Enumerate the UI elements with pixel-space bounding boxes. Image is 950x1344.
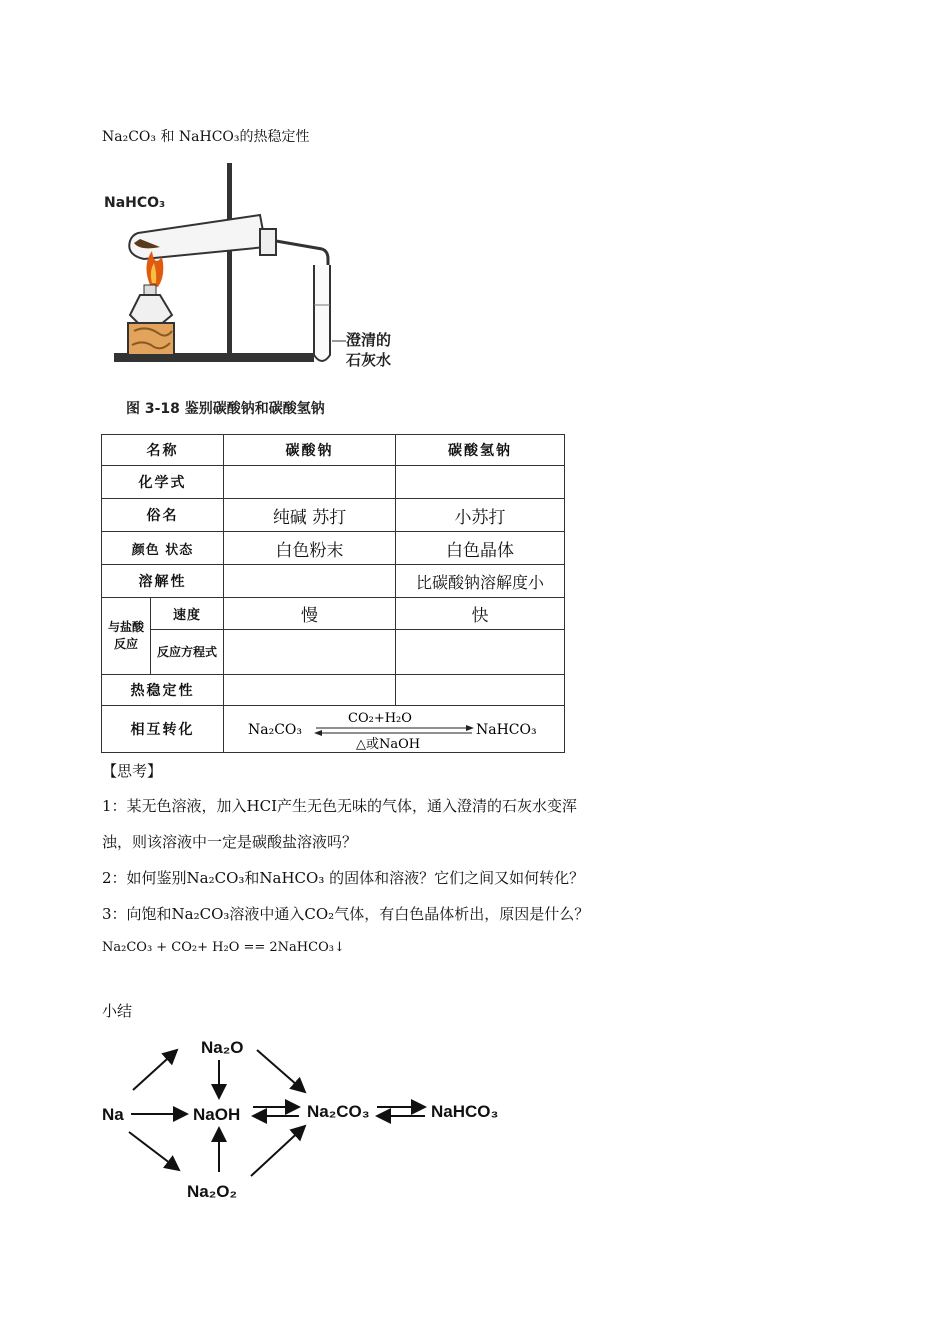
node-naoh: NaOH bbox=[193, 1105, 241, 1124]
limewater-label-2: 石灰水 bbox=[346, 351, 392, 369]
convert-left: Na₂CO₃ bbox=[248, 722, 303, 738]
convert-bottom: △或NaOH bbox=[356, 737, 421, 752]
summary-title: 小结 bbox=[102, 1002, 133, 1020]
cell-state-b: 白色晶体 bbox=[396, 532, 565, 565]
think-title: 【思考】 bbox=[102, 762, 163, 780]
cell-formula-b bbox=[396, 466, 565, 499]
section-heading: Na₂CO₃ 和 NaHCO₃的热稳定性 bbox=[102, 129, 310, 145]
summary-diagram bbox=[95, 1030, 525, 1210]
cell-common-a: 纯碱 苏打 bbox=[224, 499, 396, 532]
stand-rod bbox=[227, 163, 232, 355]
figure-caption: 图 3-18 鉴别碳酸钠和碳酸氢钠 bbox=[126, 401, 325, 417]
cell-thermal-b bbox=[396, 675, 565, 706]
cell-solubility-a bbox=[224, 565, 396, 598]
reagent-label: NaHCO₃ bbox=[104, 195, 166, 211]
equation-line: Na₂CO₃ + CO₂+ H₂O == 2NaHCO₃↓ bbox=[102, 940, 345, 955]
question-1a: 1：某无色溶液，加入HCI产生无色无味的气体，通入澄清的石灰水变浑 bbox=[102, 797, 578, 815]
row-equation-label: 反应方程式 bbox=[151, 630, 224, 675]
node-na2co3: Na₂CO₃ bbox=[307, 1102, 370, 1121]
node-na2o2: Na₂O₂ bbox=[187, 1182, 238, 1201]
question-3: 3：向饱和Na₂CO₃溶液中通入CO₂气体，有白色晶体析出，原因是什么？ bbox=[102, 905, 590, 923]
question-2: 2：如何鉴别Na₂CO₃和NaHCO₃ 的固体和溶液？它们之间又如何转化？ bbox=[102, 869, 585, 887]
limewater-label-1: 澄清的 bbox=[346, 331, 392, 349]
comparison-table bbox=[101, 434, 565, 753]
row-solubility-label: 溶解性 bbox=[102, 565, 224, 598]
cell-solubility-b: 比碳酸钠溶解度小 bbox=[396, 565, 565, 598]
th-name: 名称 bbox=[102, 435, 224, 466]
cell-thermal-a bbox=[224, 675, 396, 706]
cell-formula-a bbox=[224, 466, 396, 499]
row-state-label: 颜色 状态 bbox=[102, 532, 224, 565]
stopper bbox=[260, 229, 276, 255]
row-common-label: 俗名 bbox=[102, 499, 224, 532]
cell-speed-a: 慢 bbox=[224, 598, 396, 630]
alcohol-lamp bbox=[130, 285, 172, 325]
question-1b: 浊，则该溶液中一定是碳酸盐溶液吗？ bbox=[102, 833, 358, 851]
cell-speed-b: 快 bbox=[396, 598, 565, 630]
th-sodium-carbonate: 碳酸钠 bbox=[224, 435, 396, 466]
row-speed-label: 速度 bbox=[151, 598, 224, 630]
cell-equation-a bbox=[224, 630, 396, 675]
test-tube bbox=[129, 215, 266, 259]
wood-block bbox=[128, 323, 174, 355]
limewater-tube bbox=[314, 265, 330, 361]
row-formula-label: 化学式 bbox=[102, 466, 224, 499]
node-nahco3: NaHCO₃ bbox=[431, 1102, 499, 1121]
node-na: Na bbox=[102, 1105, 124, 1124]
row-convert-label: 相互转化 bbox=[102, 706, 224, 753]
cell-common-b: 小苏打 bbox=[396, 499, 565, 532]
th-sodium-bicarbonate: 碳酸氢钠 bbox=[396, 435, 565, 466]
cell-state-a: 白色粉末 bbox=[224, 532, 396, 565]
row-acid-group-label: 与盐酸反应 bbox=[102, 598, 151, 675]
convert-top: CO₂+H₂O bbox=[348, 711, 412, 726]
convert-right: NaHCO₃ bbox=[476, 722, 537, 738]
conversion-equation bbox=[224, 706, 563, 752]
node-na2o: Na₂O bbox=[201, 1038, 244, 1057]
apparatus-figure bbox=[100, 155, 400, 420]
cell-equation-b bbox=[396, 630, 565, 675]
row-thermal-label: 热稳定性 bbox=[102, 675, 224, 706]
cell-convert bbox=[224, 706, 565, 753]
